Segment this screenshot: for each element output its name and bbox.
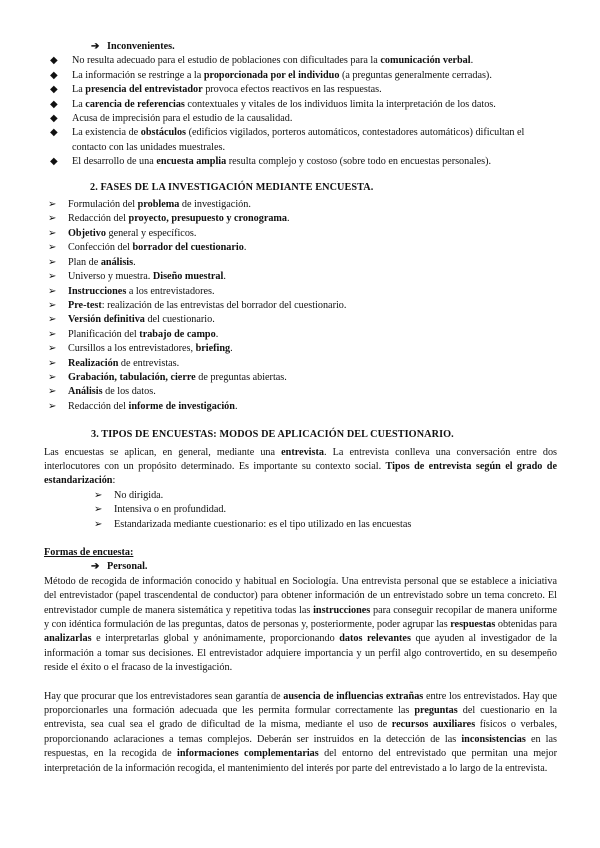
diamond-bullet-icon: ◆ — [50, 127, 58, 139]
inconveniente-item — [46, 155, 557, 169]
inconveniente-item — [46, 98, 557, 112]
phase-item — [44, 270, 557, 284]
phase-item — [44, 342, 557, 356]
item-text: . — [470, 55, 474, 67]
paragraph-text: entre los entrevistados. Hay que proporcionarles una formación adecuada que les permita formular correctamente las — [44, 690, 557, 717]
diamond-bullet-icon: ◆ — [50, 156, 58, 168]
paragraph-bold: informaciones complementarias — [176, 748, 319, 760]
inconvenientes-title: Inconvenientes. — [107, 41, 175, 52]
inconveniente-item — [46, 69, 557, 83]
item-text: Universo y muestra. — [68, 271, 153, 283]
intro-bold: Tipos de entrevista según el grado de estandarización — [44, 460, 557, 487]
item-bold: Realización — [68, 357, 119, 369]
inconveniente-item — [46, 54, 557, 68]
paragraph-text: para conseguir recopilar de manera uniforme y con idéntica formulación de las preguntas, datos de personas y, posteriormente, poder agrupar las — [44, 604, 557, 631]
paragraph-bold: recursos auxiliares — [391, 719, 476, 731]
item-text: . — [287, 213, 290, 225]
item-text: contextuales y vitales de los individuos limita la interpretación de los datos. — [184, 98, 496, 110]
paragraph-text: en las respuestas, en la recogida de — [44, 733, 557, 760]
chevron-bullet-icon: ➢ — [48, 314, 57, 326]
phase-item — [44, 285, 557, 299]
item-text: a los entrevistadores. — [126, 285, 215, 297]
intro-text: : — [112, 475, 116, 487]
interview-type-item — [90, 503, 557, 517]
diamond-bullet-icon: ◆ — [50, 69, 58, 81]
personal-paragraph-1 — [44, 575, 557, 676]
chevron-bullet-icon: ➢ — [94, 504, 103, 516]
paragraph-bold: respuestas — [450, 619, 496, 631]
phases-list — [44, 198, 557, 414]
inconveniente-item — [46, 112, 557, 126]
phase-item — [44, 357, 557, 371]
inconveniente-item — [46, 83, 557, 97]
item-text: No resulta adecuado para el estudio de poblaciones con dificultades para la — [72, 55, 381, 67]
arrow-icon: ➔ — [91, 561, 100, 573]
item-text: Acusa de imprecisión para el estudio de la causalidad. — [72, 113, 293, 125]
item-bold: Instrucciones — [68, 285, 127, 297]
item-text: . — [223, 271, 226, 283]
item-bold: Objetivo — [68, 227, 106, 239]
section-3-title: 3. TIPOS DE ENCUESTAS: MODOS DE APLICACIÓN DEL CUESTIONARIO. — [91, 429, 454, 441]
item-text: . — [215, 328, 219, 340]
diamond-bullet-icon: ◆ — [50, 113, 58, 125]
item-text: de entrevistas. — [118, 357, 180, 369]
paragraph-text: obtenidas para — [495, 619, 557, 631]
section-2-title: 2. FASES DE LA INVESTIGACIÓN MEDIANTE ENCUESTA. — [90, 181, 374, 193]
item-bold: Versión definitiva — [68, 314, 145, 326]
item-text: Plan de — [68, 256, 101, 268]
paragraph-text: Hay que procurar que los entrevistadores sean garantía de — [44, 690, 284, 702]
paragraph-bold: inconsistencias — [461, 733, 526, 745]
item-text: La información se restringe a la — [72, 69, 204, 81]
item-bold: informe de investigación — [128, 400, 235, 412]
item-text: Estandarizada mediante cuestionario: es el tipo utilizado en las encuestas — [114, 518, 412, 530]
paragraph-text: del entorno del entrevistado que permitan una mejor interpretación de la información recogida, el mantenimiento del interés por parte del entrevistado a lo largo de la entrevista. — [44, 748, 557, 774]
chevron-bullet-icon: ➢ — [94, 518, 103, 530]
phase-item — [44, 227, 557, 241]
paragraph-text: que ayuden al investigador de la información a tomar sus decisiones. El entrevistador adquiere importancia y un perfil algo controvertido, en su desempeño reside el éxito o el fracaso de la investigación. — [44, 633, 558, 674]
section-3-intro — [44, 446, 557, 489]
interview-type-item — [90, 518, 557, 532]
item-bold: proyecto, presupuesto y cronograma — [128, 213, 288, 225]
paragraph-bold: datos relevantes — [339, 633, 411, 645]
chevron-bullet-icon: ➢ — [48, 213, 57, 225]
item-bold: problema — [137, 199, 180, 211]
item-text: Cursillos a los entrevistadores, — [68, 343, 196, 355]
chevron-bullet-icon: ➢ — [48, 328, 57, 340]
item-bold: borrador del cuestionario — [132, 242, 244, 254]
inconveniente-item — [46, 126, 557, 155]
item-text: No dirigida. — [114, 489, 164, 501]
intro-text: Las encuestas se aplican, en general, mediante una — [44, 446, 282, 458]
item-text: Redacción del — [68, 400, 129, 412]
item-bold: proporcionada por el individuo — [203, 69, 340, 81]
phase-item — [44, 371, 557, 385]
phase-item — [44, 313, 557, 327]
item-text: . — [133, 256, 136, 268]
item-text: Formulación del — [68, 199, 138, 211]
item-text: El desarrollo de una — [72, 156, 157, 168]
personal-paragraph-2 — [44, 690, 557, 776]
paragraph-text: del cuestionario en la entrevista, sea cual sea el grado de dificultad de la misma, mediante el uso de — [44, 705, 557, 731]
phase-item — [44, 212, 557, 226]
forms-heading: Formas de encuesta: — [44, 547, 134, 558]
item-text: : realización de las entrevistas del borrador del cuestionario. — [101, 299, 347, 311]
phase-item — [44, 328, 557, 342]
phase-item — [44, 385, 557, 399]
item-bold: Grabación, tabulación, cierre — [68, 371, 196, 383]
phase-item — [44, 400, 557, 414]
item-text: . — [230, 343, 233, 355]
item-bold: presencia del entrevistador — [85, 84, 203, 96]
paragraph-bold: instrucciones — [313, 604, 371, 616]
item-text: resulta complejo y costoso (sobre todo en encuestas personales). — [226, 156, 492, 168]
item-text: general y específicos. — [105, 227, 197, 239]
chevron-bullet-icon: ➢ — [48, 227, 57, 239]
chevron-bullet-icon: ➢ — [48, 357, 57, 369]
phase-item — [44, 256, 557, 270]
chevron-bullet-icon: ➢ — [48, 256, 57, 268]
item-text: del cuestionario. — [144, 314, 215, 326]
intro-text: . La entrevista conlleva una conversación entre dos interlocutores con un propósito determinado. Es importante su contexto social. — [44, 446, 557, 472]
item-text: Confección del — [68, 242, 133, 254]
item-text: La — [72, 84, 86, 96]
item-bold: obstáculos — [140, 127, 187, 139]
paragraph-bold: analizarlas — [44, 633, 92, 645]
item-text: (edificios vigilados, porteros automáticos, contestadores automáticos) dificultan el contacto con las unidades muestrales. — [72, 127, 525, 153]
item-bold: análisis — [100, 256, 134, 268]
personal-heading — [91, 560, 557, 574]
diamond-bullet-icon: ◆ — [50, 55, 58, 67]
chevron-bullet-icon: ➢ — [94, 489, 103, 501]
item-bold: briefing — [195, 343, 231, 355]
personal-title: Personal. — [107, 561, 148, 573]
chevron-bullet-icon: ➢ — [48, 299, 57, 311]
inconvenientes-heading — [91, 40, 557, 54]
item-bold: trabajo de campo — [139, 328, 216, 340]
interview-types-list — [44, 489, 557, 532]
arrow-icon: ➔ — [91, 41, 100, 52]
phase-item — [44, 299, 557, 313]
item-text: de preguntas abiertas. — [195, 371, 287, 383]
item-text: provoca efectos reactivos en las respuestas. — [202, 84, 382, 96]
item-text: (a preguntas generalmente cerradas). — [339, 69, 492, 81]
item-text: La — [72, 98, 86, 110]
item-text: . — [243, 242, 247, 254]
paragraph-text: e interpretarlas global y anónimamente, proporcionando — [91, 633, 340, 645]
item-text: . — [234, 400, 238, 412]
chevron-bullet-icon: ➢ — [48, 400, 57, 412]
paragraph-bold: ausencia de influencias extrañas — [283, 690, 424, 702]
paragraph-bold: preguntas — [414, 705, 458, 717]
phase-item — [44, 198, 557, 212]
phase-item — [44, 241, 557, 255]
diamond-bullet-icon: ◆ — [50, 84, 58, 96]
item-text: Planificación del — [68, 328, 140, 340]
item-text: Intensiva o en profundidad. — [114, 504, 227, 516]
item-bold: Análisis — [68, 386, 103, 398]
item-text: Redacción del — [68, 213, 129, 225]
inconvenientes-list — [44, 54, 557, 169]
intro-bold: entrevista — [281, 446, 324, 458]
item-text: de investigación. — [179, 199, 251, 211]
diamond-bullet-icon: ◆ — [50, 98, 58, 110]
paragraph-text: Método de recogida de información conocido y habitual en Sociología. Una entrevista personal que se establece a iniciativa del entrevistador (papel trascendental de conductor) para obtener información de un entrevistado sobre un tema concreto. El entrevistador cumple de manera sistemática y repetitiva todas las — [44, 575, 557, 616]
item-bold: Diseño muestral — [152, 271, 224, 283]
item-bold: Pre-test — [68, 299, 102, 311]
item-bold: comunicación verbal — [380, 55, 471, 67]
chevron-bullet-icon: ➢ — [48, 285, 57, 297]
item-bold: encuesta amplia — [156, 156, 227, 168]
paragraph-text: físicos o verbales, proporcionando aclaraciones a temas complejos. Deberán ser instruidos en la detección de las — [44, 719, 557, 745]
chevron-bullet-icon: ➢ — [48, 386, 57, 398]
chevron-bullet-icon: ➢ — [48, 343, 57, 355]
item-bold: carencia de referencias — [85, 98, 185, 110]
interview-type-item — [90, 489, 557, 503]
chevron-bullet-icon: ➢ — [48, 242, 57, 254]
item-text: La existencia de — [72, 127, 141, 139]
chevron-bullet-icon: ➢ — [48, 199, 57, 211]
chevron-bullet-icon: ➢ — [48, 371, 57, 383]
chevron-bullet-icon: ➢ — [48, 271, 57, 283]
item-text: de los datos. — [102, 386, 156, 398]
